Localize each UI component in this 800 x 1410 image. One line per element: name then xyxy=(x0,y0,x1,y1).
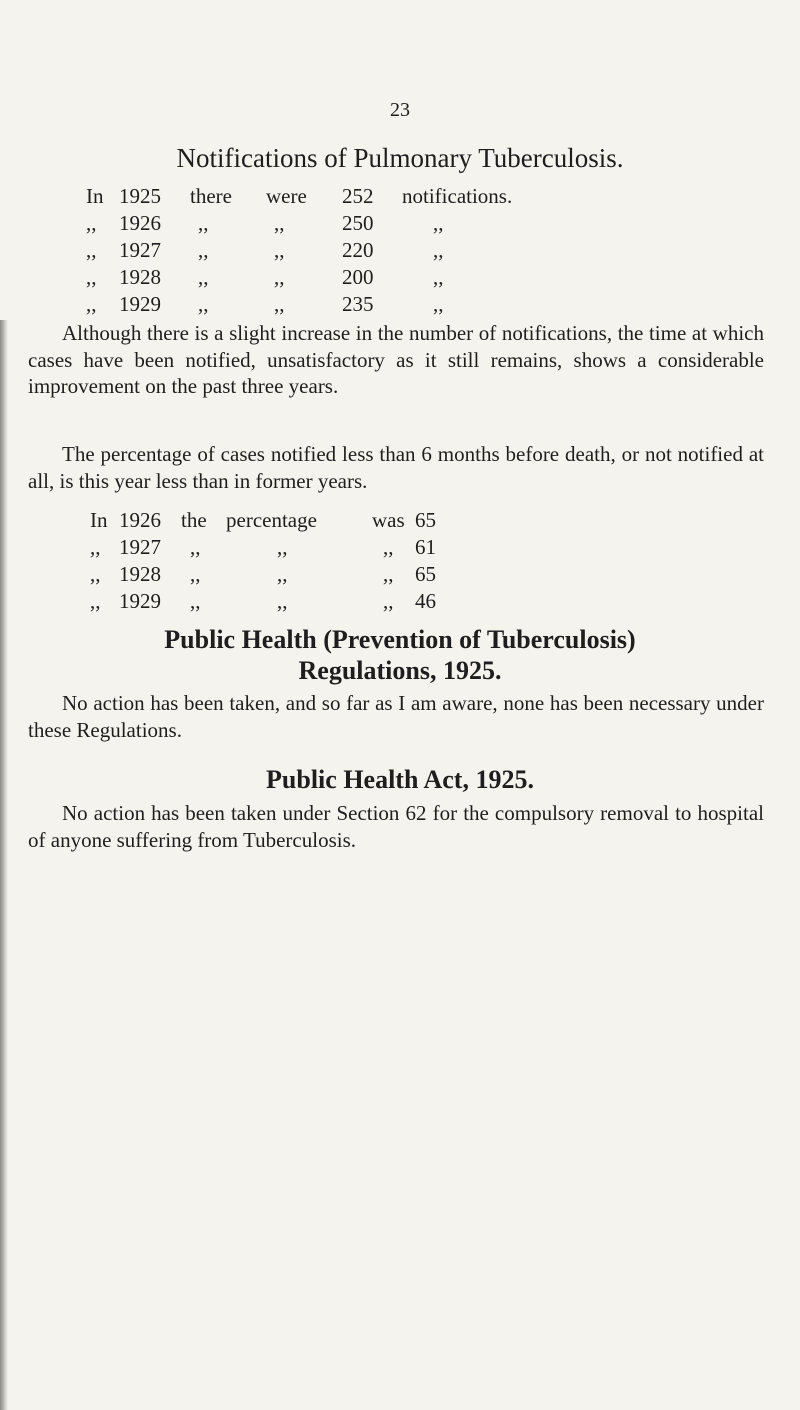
row-count: 220 xyxy=(342,238,374,262)
row-word: notifications. xyxy=(402,184,513,208)
row-value: 46 xyxy=(415,589,436,613)
row-word: ,, xyxy=(277,589,288,613)
heading-notifications: Notifications of Pulmonary Tuberculosis. xyxy=(176,143,624,173)
row-prefix: In xyxy=(86,184,104,208)
row-word: ,, xyxy=(198,238,209,262)
row-prefix: ,, xyxy=(86,238,97,262)
row-year: 1928 xyxy=(119,265,161,289)
notification-row-2 xyxy=(86,238,726,265)
row-word: ,, xyxy=(433,211,444,235)
row-word: ,, xyxy=(274,211,285,235)
row-word: ,, xyxy=(433,265,444,289)
percentage-row-2 xyxy=(90,562,610,589)
paragraph-increase xyxy=(28,320,764,400)
row-year: 1929 xyxy=(119,589,161,613)
heading-regulations-line1: Public Health (Prevention of Tuberculosis) xyxy=(164,625,636,654)
row-count: 250 xyxy=(342,211,374,235)
row-word: ,, xyxy=(383,535,394,559)
row-word: percentage xyxy=(226,508,317,532)
page-number: 23 xyxy=(390,99,410,121)
row-word: ,, xyxy=(274,238,285,262)
notification-row-3 xyxy=(86,265,726,292)
notification-row-4 xyxy=(86,292,726,319)
paragraph-percentage xyxy=(28,441,764,494)
row-word: was xyxy=(372,508,405,532)
row-word: the xyxy=(181,508,207,532)
percentage-row-3 xyxy=(90,589,610,616)
row-word: ,, xyxy=(277,562,288,586)
row-count: 235 xyxy=(342,292,374,316)
row-word: ,, xyxy=(190,562,201,586)
row-word: ,, xyxy=(198,211,209,235)
percentage-row-0 xyxy=(90,508,610,535)
paragraph-public-health-act xyxy=(28,800,764,853)
row-year: 1929 xyxy=(119,292,161,316)
row-count: 252 xyxy=(342,184,374,208)
row-value: 61 xyxy=(415,535,436,559)
notification-row-0 xyxy=(86,184,726,211)
row-word: ,, xyxy=(198,292,209,316)
heading-regulations-line2: Regulations, 1925. xyxy=(298,656,502,685)
row-word: there xyxy=(190,184,232,208)
row-year: 1926 xyxy=(119,508,161,532)
row-prefix: ,, xyxy=(90,589,101,613)
row-word: ,, xyxy=(277,535,288,559)
row-value: 65 xyxy=(415,562,436,586)
paragraph-text: No action has been taken, and so far as I am aware, none has been necessary under these Regulations. xyxy=(28,691,764,742)
row-word: ,, xyxy=(190,535,201,559)
row-prefix: ,, xyxy=(86,265,97,289)
row-word: ,, xyxy=(274,292,285,316)
paragraph-text: Although there is a slight increase in the number of notifications, the time at which cases have been notified, unsatisfactory as it still remains, shows a considerable improvement on the past three years. xyxy=(28,321,764,398)
paragraph-regulations xyxy=(28,690,764,743)
percentages-table xyxy=(90,508,610,616)
row-word: ,, xyxy=(383,562,394,586)
percentage-row-1 xyxy=(90,535,610,562)
row-word: ,, xyxy=(433,292,444,316)
row-prefix: ,, xyxy=(90,535,101,559)
paragraph-text: No action has been taken under Section 62 for the compulsory removal to hospital of anyone suffering from Tuberculosis. xyxy=(28,801,764,852)
row-year: 1927 xyxy=(119,535,161,559)
row-word: ,, xyxy=(383,589,394,613)
row-word: ,, xyxy=(274,265,285,289)
row-value: 65 xyxy=(415,508,436,532)
row-year: 1928 xyxy=(119,562,161,586)
heading-public-health-act: Public Health Act, 1925. xyxy=(266,765,534,794)
row-year: 1927 xyxy=(119,238,161,262)
row-year: 1925 xyxy=(119,184,161,208)
row-word: were xyxy=(266,184,307,208)
row-year: 1926 xyxy=(119,211,161,235)
row-prefix: ,, xyxy=(86,292,97,316)
row-word: ,, xyxy=(190,589,201,613)
row-prefix: ,, xyxy=(90,562,101,586)
notifications-table xyxy=(86,184,726,319)
row-prefix: ,, xyxy=(86,211,97,235)
paragraph-text: The percentage of cases notified less than 6 months before death, or not notified at all, is this year less than in former years. xyxy=(28,442,764,493)
notification-row-1 xyxy=(86,211,726,238)
row-word: ,, xyxy=(198,265,209,289)
row-count: 200 xyxy=(342,265,374,289)
row-prefix: In xyxy=(90,508,108,532)
page-edge-shadow xyxy=(0,320,8,1410)
row-word: ,, xyxy=(433,238,444,262)
